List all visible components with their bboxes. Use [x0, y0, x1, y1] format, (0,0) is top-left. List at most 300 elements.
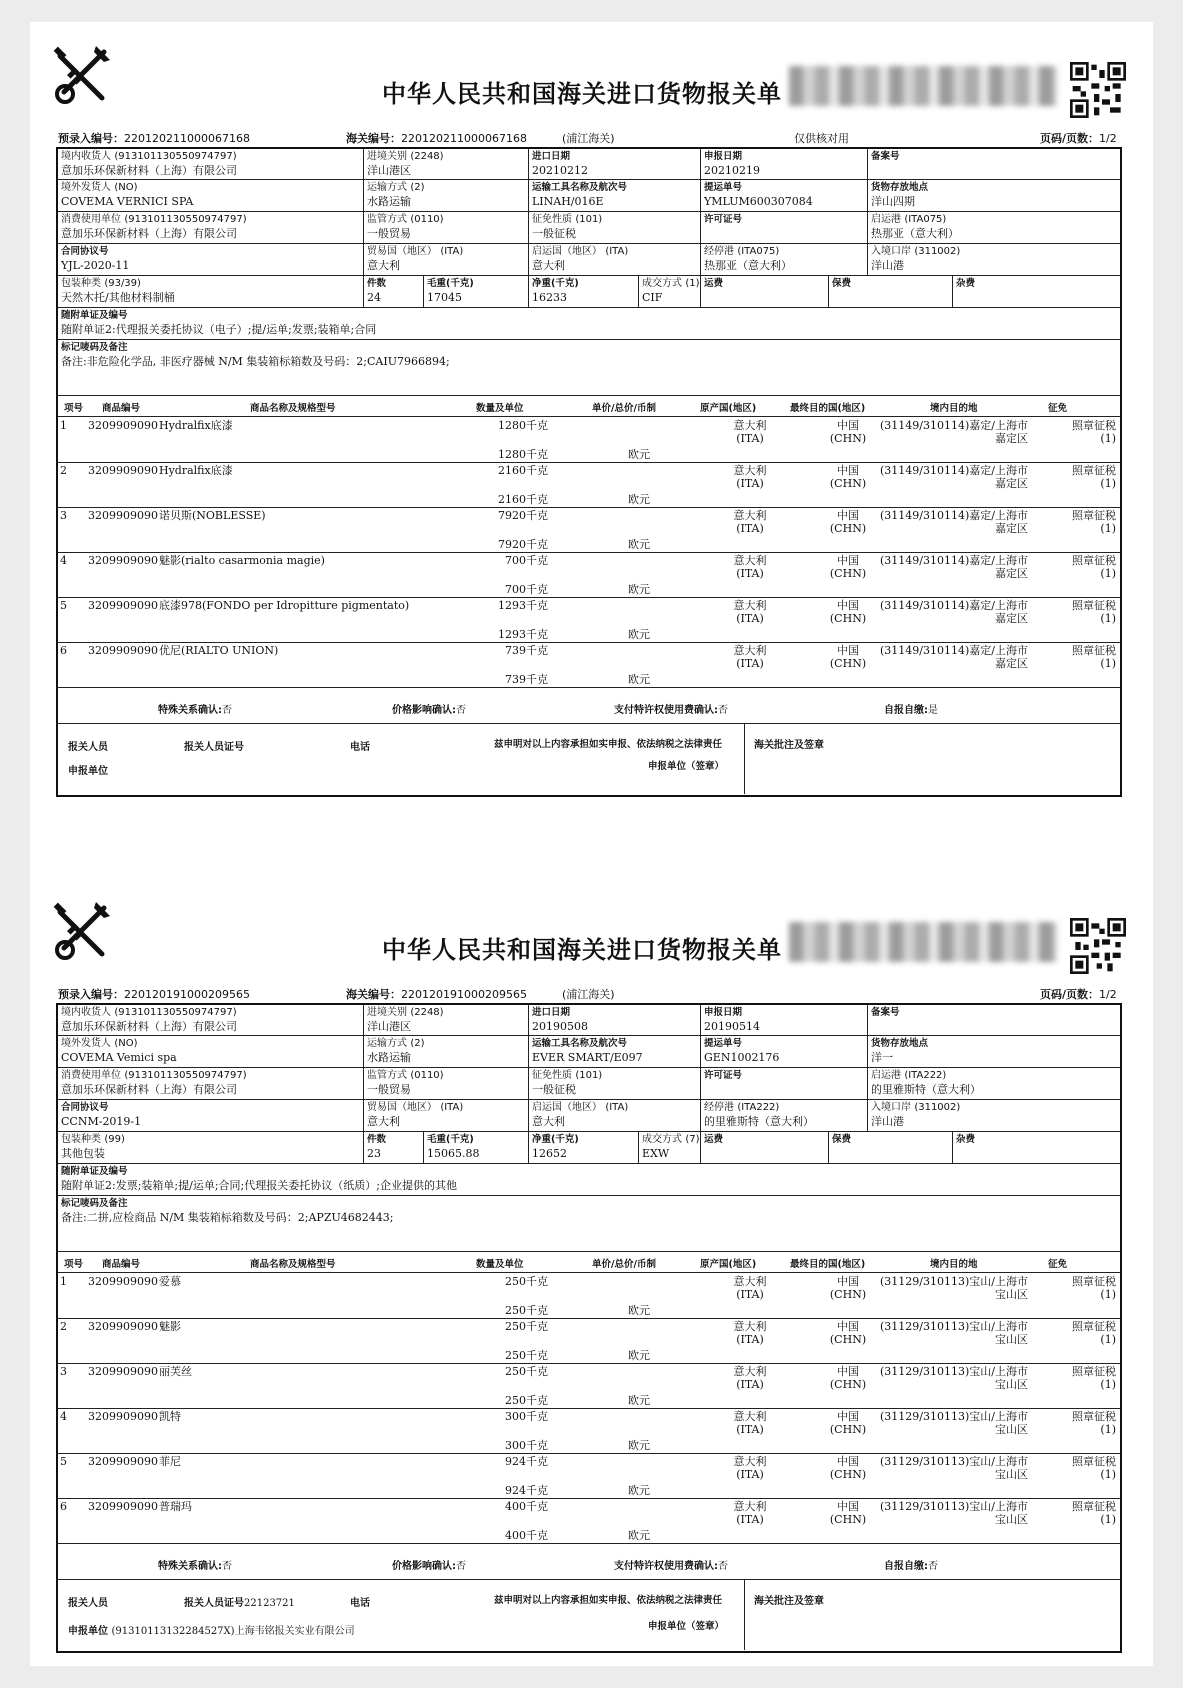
vessel-cell: 运输工具名称及航次号 LINAH/016E [529, 180, 701, 212]
final-destination-code: (CHN) [829, 1513, 867, 1526]
legal-quantity: 700千克 [505, 583, 548, 596]
documents-cell: 随附单证及编号 随附单证2:发票;装箱单;提/运单;合同;代理报关委托协议（纸质）;企业提供的其他 [58, 1164, 1120, 1196]
legal-quantity: 300千克 [505, 1439, 548, 1452]
final-destination: 中国 [837, 464, 859, 477]
origin-code: (ITA) [736, 1378, 764, 1391]
declarant-label: 报关人员 [68, 742, 108, 753]
bill-of-lading-cell: 提运单号 GEN1002176 [701, 1036, 868, 1068]
currency: 欧元 [628, 1484, 650, 1497]
entry-office-cell: 进境关别 (2248) 洋山港区 [364, 1005, 529, 1036]
goods-name: Hydralfix底漆 [159, 419, 233, 432]
origin-code: (ITA) [736, 612, 764, 625]
final-destination: 中国 [837, 1275, 859, 1288]
goods-header-domestic-dest: 境内目的地 [930, 1259, 978, 1270]
origin-country: 意大利 [733, 509, 767, 522]
currency: 欧元 [628, 1394, 650, 1407]
declarant-cert: 报关人员证号 [184, 742, 244, 753]
storage-cell: 货物存放地点 洋山四期 [868, 180, 1120, 212]
final-destination: 中国 [837, 1500, 859, 1513]
record-number-cell: 备案号 [868, 1005, 1120, 1036]
goods-row-divider [58, 1318, 1120, 1319]
pieces-cell: 件数 23 [364, 1132, 424, 1164]
origin-country: 意大利 [733, 599, 767, 612]
legal-quantity: 250千克 [505, 1349, 548, 1362]
origin-country-cell: 启运国（地区） (ITA) 意大利 [529, 1100, 701, 1132]
supervision-cell: 监管方式 (0110) 一般贸易 [364, 1068, 529, 1100]
phone-label: 电话 [350, 1598, 370, 1609]
customs-emblem-icon [50, 898, 116, 964]
special-relation: 特殊关系确认:否 [158, 1561, 232, 1572]
levy-method: 照章征税 [1072, 509, 1116, 522]
documents-cell: 随附单证及编号 随附单证2:代理报关委托协议（电子）;提/运单;发票;装箱单;合同 [58, 308, 1120, 340]
levy-method: 照章征税 [1072, 1500, 1116, 1513]
goods-row-divider [58, 1543, 1120, 1544]
final-destination-code: (CHN) [829, 612, 867, 625]
net-weight-cell: 净重(千克) 12652 [529, 1132, 639, 1164]
page-number: 页码/页数：1/2 [1040, 988, 1117, 1001]
insurance-cell: 保费 [829, 1132, 953, 1164]
goods-row-divider [58, 1453, 1120, 1454]
quantity: 300千克 [505, 1410, 548, 1423]
goods-header-domestic-dest: 境内目的地 [930, 403, 978, 414]
goods-name: 优尼(RIALTO UNION) [159, 644, 279, 657]
shipper-cell: 境外发货人 (NO) COVEMA Vemici spa [58, 1036, 364, 1068]
domestic-destination: (31149/310114)嘉定/上海市 [880, 599, 1028, 612]
license-cell: 许可证号 [701, 212, 868, 244]
currency: 欧元 [628, 538, 650, 551]
declaration-form [56, 147, 1122, 797]
quantity: 2160千克 [498, 464, 548, 477]
qr-code-icon [1070, 918, 1126, 974]
hs-code: 3209909090 [88, 599, 158, 612]
marks-cell: 标记唛码及备注 备注:非危险化学品, 非医疗器械 N/M 集装箱标箱数及号码：2;CAIU7966894; [58, 340, 1120, 396]
domestic-destination: (31149/310114)嘉定/上海市 [880, 464, 1028, 477]
import-date-cell: 进口日期 20190508 [529, 1005, 701, 1036]
marks-cell: 标记唛码及备注 备注:二拼,应检商品 N/M 集装箱标箱数及号码：2;APZU4682443; [58, 1196, 1120, 1252]
deal-mode-cell: 成交方式 (7) EXW [639, 1132, 701, 1164]
customs-office: (浦江海关) [562, 132, 615, 145]
entry-office-cell: 进境关别 (2248) 洋山港区 [364, 149, 529, 180]
hs-code: 3209909090 [88, 644, 158, 657]
legal-quantity: 400千克 [505, 1529, 548, 1542]
levy-code: (1) [1100, 522, 1116, 535]
customs-declaration-1 [42, 38, 1142, 828]
final-destination-code: (CHN) [829, 477, 867, 490]
hs-code: 3209909090 [88, 1320, 158, 1333]
goods-row-divider [58, 507, 1120, 508]
origin-code: (ITA) [736, 1423, 764, 1436]
item-number: 2 [60, 1320, 67, 1333]
import-date-cell: 进口日期 20210212 [529, 149, 701, 180]
quantity: 1280千克 [498, 419, 548, 432]
final-destination: 中国 [837, 554, 859, 567]
levy-method: 照章征税 [1072, 1455, 1116, 1468]
freight-cell: 运费 [701, 276, 829, 308]
hs-code: 3209909090 [88, 464, 158, 477]
item-number: 6 [60, 1500, 67, 1513]
page-number: 页码/页数：1/2 [1040, 132, 1117, 145]
customs-sign-label: 海关批注及签章 [754, 740, 824, 751]
origin-country: 意大利 [733, 1455, 767, 1468]
verification-note: 仅供核对用 [794, 132, 849, 145]
final-destination: 中国 [837, 1455, 859, 1468]
gross-weight-cell: 毛重(千克) 15065.88 [424, 1132, 529, 1164]
quantity: 250千克 [505, 1365, 548, 1378]
domestic-destination: (31129/310113)宝山/上海市 [880, 1410, 1028, 1423]
consumer-unit-cell: 消费使用单位 (913101130550974797) 意加乐环保新材料（上海）有限公司 [58, 212, 364, 244]
freight-cell: 运费 [701, 1132, 829, 1164]
trade-country-cell: 贸易国（地区） (ITA) 意大利 [364, 244, 529, 276]
legal-quantity: 1293千克 [498, 628, 548, 641]
domestic-district: 嘉定区 [995, 612, 1028, 625]
quantity: 400千克 [505, 1500, 548, 1513]
currency: 欧元 [628, 583, 650, 596]
trade-country-cell: 贸易国（地区） (ITA) 意大利 [364, 1100, 529, 1132]
item-number: 5 [60, 1455, 67, 1468]
currency: 欧元 [628, 448, 650, 461]
goods-name: 凯特 [159, 1410, 181, 1423]
goods-name: Hydralfix底漆 [159, 464, 233, 477]
declare-date-cell: 申报日期 20210219 [701, 149, 868, 180]
contract-cell: 合同协议号 YJL-2020-11 [58, 244, 364, 276]
vessel-cell: 运输工具名称及航次号 EVER SMART/E097 [529, 1036, 701, 1068]
levy-method: 照章征税 [1072, 644, 1116, 657]
goods-name: 爱慕 [159, 1275, 181, 1288]
gross-weight-cell: 毛重(千克) 17045 [424, 276, 529, 308]
item-number: 5 [60, 599, 67, 612]
hs-code: 3209909090 [88, 1365, 158, 1378]
legal-quantity: 250千克 [505, 1394, 548, 1407]
goods-header-price: 单价/总价/币制 [592, 1259, 656, 1270]
domestic-district: 宝山区 [995, 1468, 1028, 1481]
goods-row-divider [58, 642, 1120, 643]
item-number: 1 [60, 419, 67, 432]
origin-country: 意大利 [733, 1410, 767, 1423]
pre-entry-number: 预录入编号：220120211000067168 [58, 132, 250, 145]
goods-header-price: 单价/总价/币制 [592, 403, 656, 414]
declare-date-cell: 申报日期 20190514 [701, 1005, 868, 1036]
item-number: 6 [60, 644, 67, 657]
legal-quantity: 2160千克 [498, 493, 548, 506]
levy-method: 照章征税 [1072, 1320, 1116, 1333]
document-sheet [30, 22, 1153, 1666]
goods-header-item-no: 项号 [64, 1259, 84, 1270]
unit-seal-label: 申报单位（签章） [648, 1621, 725, 1632]
item-number: 4 [60, 1410, 67, 1423]
customs-number: 海关编号：220120211000067168 [346, 132, 527, 145]
goods-row-divider [58, 1498, 1120, 1499]
domestic-destination: (31129/310113)宝山/上海市 [880, 1275, 1028, 1288]
license-cell: 许可证号 [701, 1068, 868, 1100]
final-destination-code: (CHN) [829, 1333, 867, 1346]
domestic-destination: (31149/310114)嘉定/上海市 [880, 419, 1028, 432]
hs-code: 3209909090 [88, 1500, 158, 1513]
currency: 欧元 [628, 1304, 650, 1317]
levy-nature-cell: 征免性质 (101) 一般征税 [529, 212, 701, 244]
hs-code: 3209909090 [88, 1275, 158, 1288]
departure-port-cell: 启运港 (ITA075) 热那亚（意大利） [868, 212, 1120, 244]
origin-country: 意大利 [733, 419, 767, 432]
goods-header-name: 商品名称及规格型号 [250, 1259, 336, 1270]
origin-country: 意大利 [733, 464, 767, 477]
package-cell: 包装种类 (93/39) 天然木托/其他材料制桶 [58, 276, 364, 308]
domestic-destination: (31129/310113)宝山/上海市 [880, 1320, 1028, 1333]
transport-mode-cell: 运输方式 (2) 水路运输 [364, 1036, 529, 1068]
item-number: 1 [60, 1275, 67, 1288]
levy-code: (1) [1100, 1378, 1116, 1391]
domestic-destination: (31149/310114)嘉定/上海市 [880, 554, 1028, 567]
quantity: 7920千克 [498, 509, 548, 522]
quantity: 700千克 [505, 554, 548, 567]
price-impact: 价格影响确认:否 [392, 705, 466, 716]
final-destination-code: (CHN) [829, 1378, 867, 1391]
domestic-destination: (31149/310114)嘉定/上海市 [880, 509, 1028, 522]
royalty-payment: 支付特许权使用费确认:否 [614, 705, 728, 716]
domestic-district: 嘉定区 [995, 477, 1028, 490]
stop-port-cell: 经停港 (ITA075) 热那亚（意大利） [701, 244, 868, 276]
levy-code: (1) [1100, 1333, 1116, 1346]
qr-code-icon [1070, 62, 1126, 118]
levy-code: (1) [1100, 1423, 1116, 1436]
levy-method: 照章征税 [1072, 554, 1116, 567]
currency: 欧元 [628, 493, 650, 506]
signature-divider [744, 724, 745, 794]
final-destination: 中国 [837, 419, 859, 432]
contract-cell: 合同协议号 CCNM-2019-1 [58, 1100, 364, 1132]
declaring-unit: 申报单位 (91310113132284527X)上海韦铭报关实业有限公司 [68, 1626, 355, 1637]
quantity: 250千克 [505, 1320, 548, 1333]
legal-quantity: 250千克 [505, 1304, 548, 1317]
domestic-destination: (31129/310113)宝山/上海市 [880, 1365, 1028, 1378]
origin-code: (ITA) [736, 477, 764, 490]
origin-code: (ITA) [736, 1333, 764, 1346]
goods-header-origin: 原产国(地区) [700, 403, 757, 414]
quantity: 1293千克 [498, 599, 548, 612]
self-declare: 自报自缴:否 [884, 1561, 938, 1572]
royalty-payment: 支付特许权使用费确认:否 [614, 1561, 728, 1572]
declarant-cert: 报关人员证号22123721 [184, 1598, 295, 1609]
domestic-district: 宝山区 [995, 1513, 1028, 1526]
goods-header-divider [58, 416, 1120, 417]
origin-code: (ITA) [736, 567, 764, 580]
hs-code: 3209909090 [88, 554, 158, 567]
domestic-destination: (31129/310113)宝山/上海市 [880, 1455, 1028, 1468]
goods-header-item-no: 项号 [64, 403, 84, 414]
goods-name: 丽芙丝 [159, 1365, 192, 1378]
levy-nature-cell: 征免性质 (101) 一般征税 [529, 1068, 701, 1100]
domestic-district: 嘉定区 [995, 522, 1028, 535]
final-destination: 中国 [837, 509, 859, 522]
origin-code: (ITA) [736, 1513, 764, 1526]
goods-row-divider [58, 552, 1120, 553]
unit-seal-label: 申报单位（签章） [648, 761, 725, 772]
goods-header-name: 商品名称及规格型号 [250, 403, 336, 414]
entry-port-cell: 入境口岸 (311002) 洋山港 [868, 1100, 1120, 1132]
consignee-cell: 境内收货人 (913101130550974797) 意加乐环保新材料（上海）有限公司 [58, 149, 364, 180]
final-destination: 中国 [837, 1320, 859, 1333]
customs-declaration-2 [42, 894, 1142, 1684]
signature-section [58, 1579, 1120, 1651]
final-destination-code: (CHN) [829, 657, 867, 670]
levy-method: 照章征税 [1072, 1410, 1116, 1423]
levy-code: (1) [1100, 1468, 1116, 1481]
final-destination-code: (CHN) [829, 1288, 867, 1301]
hs-code: 3209909090 [88, 1410, 158, 1423]
quantity: 924千克 [505, 1455, 548, 1468]
domestic-district: 宝山区 [995, 1333, 1028, 1346]
special-relation: 特殊关系确认:否 [158, 705, 232, 716]
signature-divider [744, 1580, 745, 1650]
deal-mode-cell: 成交方式 (1) CIF [639, 276, 701, 308]
departure-port-cell: 启运港 (ITA222) 的里雅斯特（意大利） [868, 1068, 1120, 1100]
goods-row-divider [58, 1408, 1120, 1409]
pre-entry-number: 预录入编号：220120191000209565 [58, 988, 250, 1001]
price-impact: 价格影响确认:否 [392, 1561, 466, 1572]
origin-code: (ITA) [736, 432, 764, 445]
goods-header-quantity: 数量及单位 [476, 1259, 524, 1270]
goods-row-divider [58, 1363, 1120, 1364]
customs-sign-label: 海关批注及签章 [754, 1596, 824, 1607]
legal-quantity: 7920千克 [498, 538, 548, 551]
domestic-district: 嘉定区 [995, 432, 1028, 445]
goods-header-quantity: 数量及单位 [476, 403, 524, 414]
origin-country: 意大利 [733, 554, 767, 567]
currency: 欧元 [628, 628, 650, 641]
levy-method: 照章征税 [1072, 1275, 1116, 1288]
origin-country-cell: 启运国（地区） (ITA) 意大利 [529, 244, 701, 276]
levy-code: (1) [1100, 657, 1116, 670]
origin-country: 意大利 [733, 1320, 767, 1333]
misc-fee-cell: 杂费 [953, 276, 1120, 308]
misc-fee-cell: 杂费 [953, 1132, 1120, 1164]
goods-header-hs-code: 商品编号 [102, 403, 141, 414]
declaration-form [56, 1003, 1122, 1653]
origin-code: (ITA) [736, 1288, 764, 1301]
final-destination-code: (CHN) [829, 1468, 867, 1481]
customs-emblem-icon [50, 42, 116, 108]
goods-name: 魅影 [159, 1320, 181, 1333]
domestic-district: 宝山区 [995, 1288, 1028, 1301]
levy-method: 照章征税 [1072, 599, 1116, 612]
legal-quantity: 739千克 [505, 673, 548, 686]
quantity: 739千克 [505, 644, 548, 657]
final-destination-code: (CHN) [829, 1423, 867, 1436]
levy-code: (1) [1100, 1513, 1116, 1526]
origin-country: 意大利 [733, 1365, 767, 1378]
hs-code: 3209909090 [88, 1455, 158, 1468]
storage-cell: 货物存放地点 洋一 [868, 1036, 1120, 1068]
item-number: 2 [60, 464, 67, 477]
origin-country: 意大利 [733, 1275, 767, 1288]
hs-code: 3209909090 [88, 509, 158, 522]
final-destination-code: (CHN) [829, 567, 867, 580]
domestic-destination: (31129/310113)宝山/上海市 [880, 1500, 1028, 1513]
self-declare: 自报自缴:是 [884, 705, 938, 716]
origin-country: 意大利 [733, 644, 767, 657]
goods-header-divider [58, 1272, 1120, 1273]
declarant-label: 报关人员 [68, 1598, 108, 1609]
final-destination: 中国 [837, 1365, 859, 1378]
levy-code: (1) [1100, 477, 1116, 490]
levy-method: 照章征税 [1072, 464, 1116, 477]
levy-method: 照章征税 [1072, 419, 1116, 432]
legal-quantity: 1280千克 [498, 448, 548, 461]
final-destination: 中国 [837, 599, 859, 612]
declaring-unit: 申报单位 [68, 766, 108, 777]
phone-label: 电话 [350, 742, 370, 753]
legal-statement: 兹申明对以上内容承担如实申报、依法纳税之法律责任 [494, 1595, 723, 1606]
goods-name: 普瑞玛 [159, 1500, 192, 1513]
redacted-barcode [789, 922, 1057, 962]
stop-port-cell: 经停港 (ITA222) 的里雅斯特（意大利） [701, 1100, 868, 1132]
item-number: 3 [60, 1365, 67, 1378]
transport-mode-cell: 运输方式 (2) 水路运输 [364, 180, 529, 212]
currency: 欧元 [628, 1529, 650, 1542]
currency: 欧元 [628, 1349, 650, 1362]
levy-code: (1) [1100, 567, 1116, 580]
currency: 欧元 [628, 1439, 650, 1452]
customs-office: (浦江海关) [562, 988, 615, 1001]
customs-number: 海关编号：220120191000209565 [346, 988, 527, 1001]
signature-section [58, 723, 1120, 795]
legal-quantity: 924千克 [505, 1484, 548, 1497]
goods-header-origin: 原产国(地区) [700, 1259, 757, 1270]
supervision-cell: 监管方式 (0110) 一般贸易 [364, 212, 529, 244]
final-destination-code: (CHN) [829, 522, 867, 535]
origin-code: (ITA) [736, 657, 764, 670]
goods-name: 底漆978(FONDO per Idropitture pigmentato) [159, 599, 410, 612]
quantity: 250千克 [505, 1275, 548, 1288]
document-title: 中华人民共和国海关进口货物报关单 [382, 936, 782, 964]
domestic-district: 宝山区 [995, 1423, 1028, 1436]
goods-row-divider [58, 597, 1120, 598]
goods-header-levy: 征免 [1048, 403, 1068, 414]
goods-row-divider [58, 687, 1120, 688]
final-destination: 中国 [837, 644, 859, 657]
goods-header-final-dest: 最终目的国(地区) [790, 1259, 866, 1270]
item-number: 4 [60, 554, 67, 567]
legal-statement: 兹申明对以上内容承担如实申报、依法纳税之法律责任 [494, 739, 723, 750]
goods-header-final-dest: 最终目的国(地区) [790, 403, 866, 414]
final-destination: 中国 [837, 1410, 859, 1423]
goods-header-hs-code: 商品编号 [102, 1259, 141, 1270]
levy-code: (1) [1100, 1288, 1116, 1301]
goods-header-levy: 征免 [1048, 1259, 1068, 1270]
levy-code: (1) [1100, 432, 1116, 445]
goods-row-divider [58, 462, 1120, 463]
record-number-cell: 备案号 [868, 149, 1120, 180]
item-number: 3 [60, 509, 67, 522]
origin-country: 意大利 [733, 1500, 767, 1513]
levy-code: (1) [1100, 612, 1116, 625]
document-title: 中华人民共和国海关进口货物报关单 [382, 80, 782, 108]
domestic-destination: (31149/310114)嘉定/上海市 [880, 644, 1028, 657]
goods-name: 诺贝斯(NOBLESSE) [159, 509, 266, 522]
redacted-barcode [789, 66, 1057, 106]
origin-code: (ITA) [736, 1468, 764, 1481]
package-cell: 包装种类 (99) 其他包装 [58, 1132, 364, 1164]
shipper-cell: 境外发货人 (NO) COVEMA VERNICI SPA [58, 180, 364, 212]
bill-of-lading-cell: 提运单号 YMLUM600307084 [701, 180, 868, 212]
consignee-cell: 境内收货人 (913101130550974797) 意加乐环保新材料（上海）有限公司 [58, 1005, 364, 1036]
goods-name: 魅影(rialto casarmonia magie) [159, 554, 325, 567]
levy-method: 照章征税 [1072, 1365, 1116, 1378]
consumer-unit-cell: 消费使用单位 (913101130550974797) 意加乐环保新材料（上海）有限公司 [58, 1068, 364, 1100]
insurance-cell: 保费 [829, 276, 953, 308]
net-weight-cell: 净重(千克) 16233 [529, 276, 639, 308]
pieces-cell: 件数 24 [364, 276, 424, 308]
goods-name: 菲尼 [159, 1455, 181, 1468]
